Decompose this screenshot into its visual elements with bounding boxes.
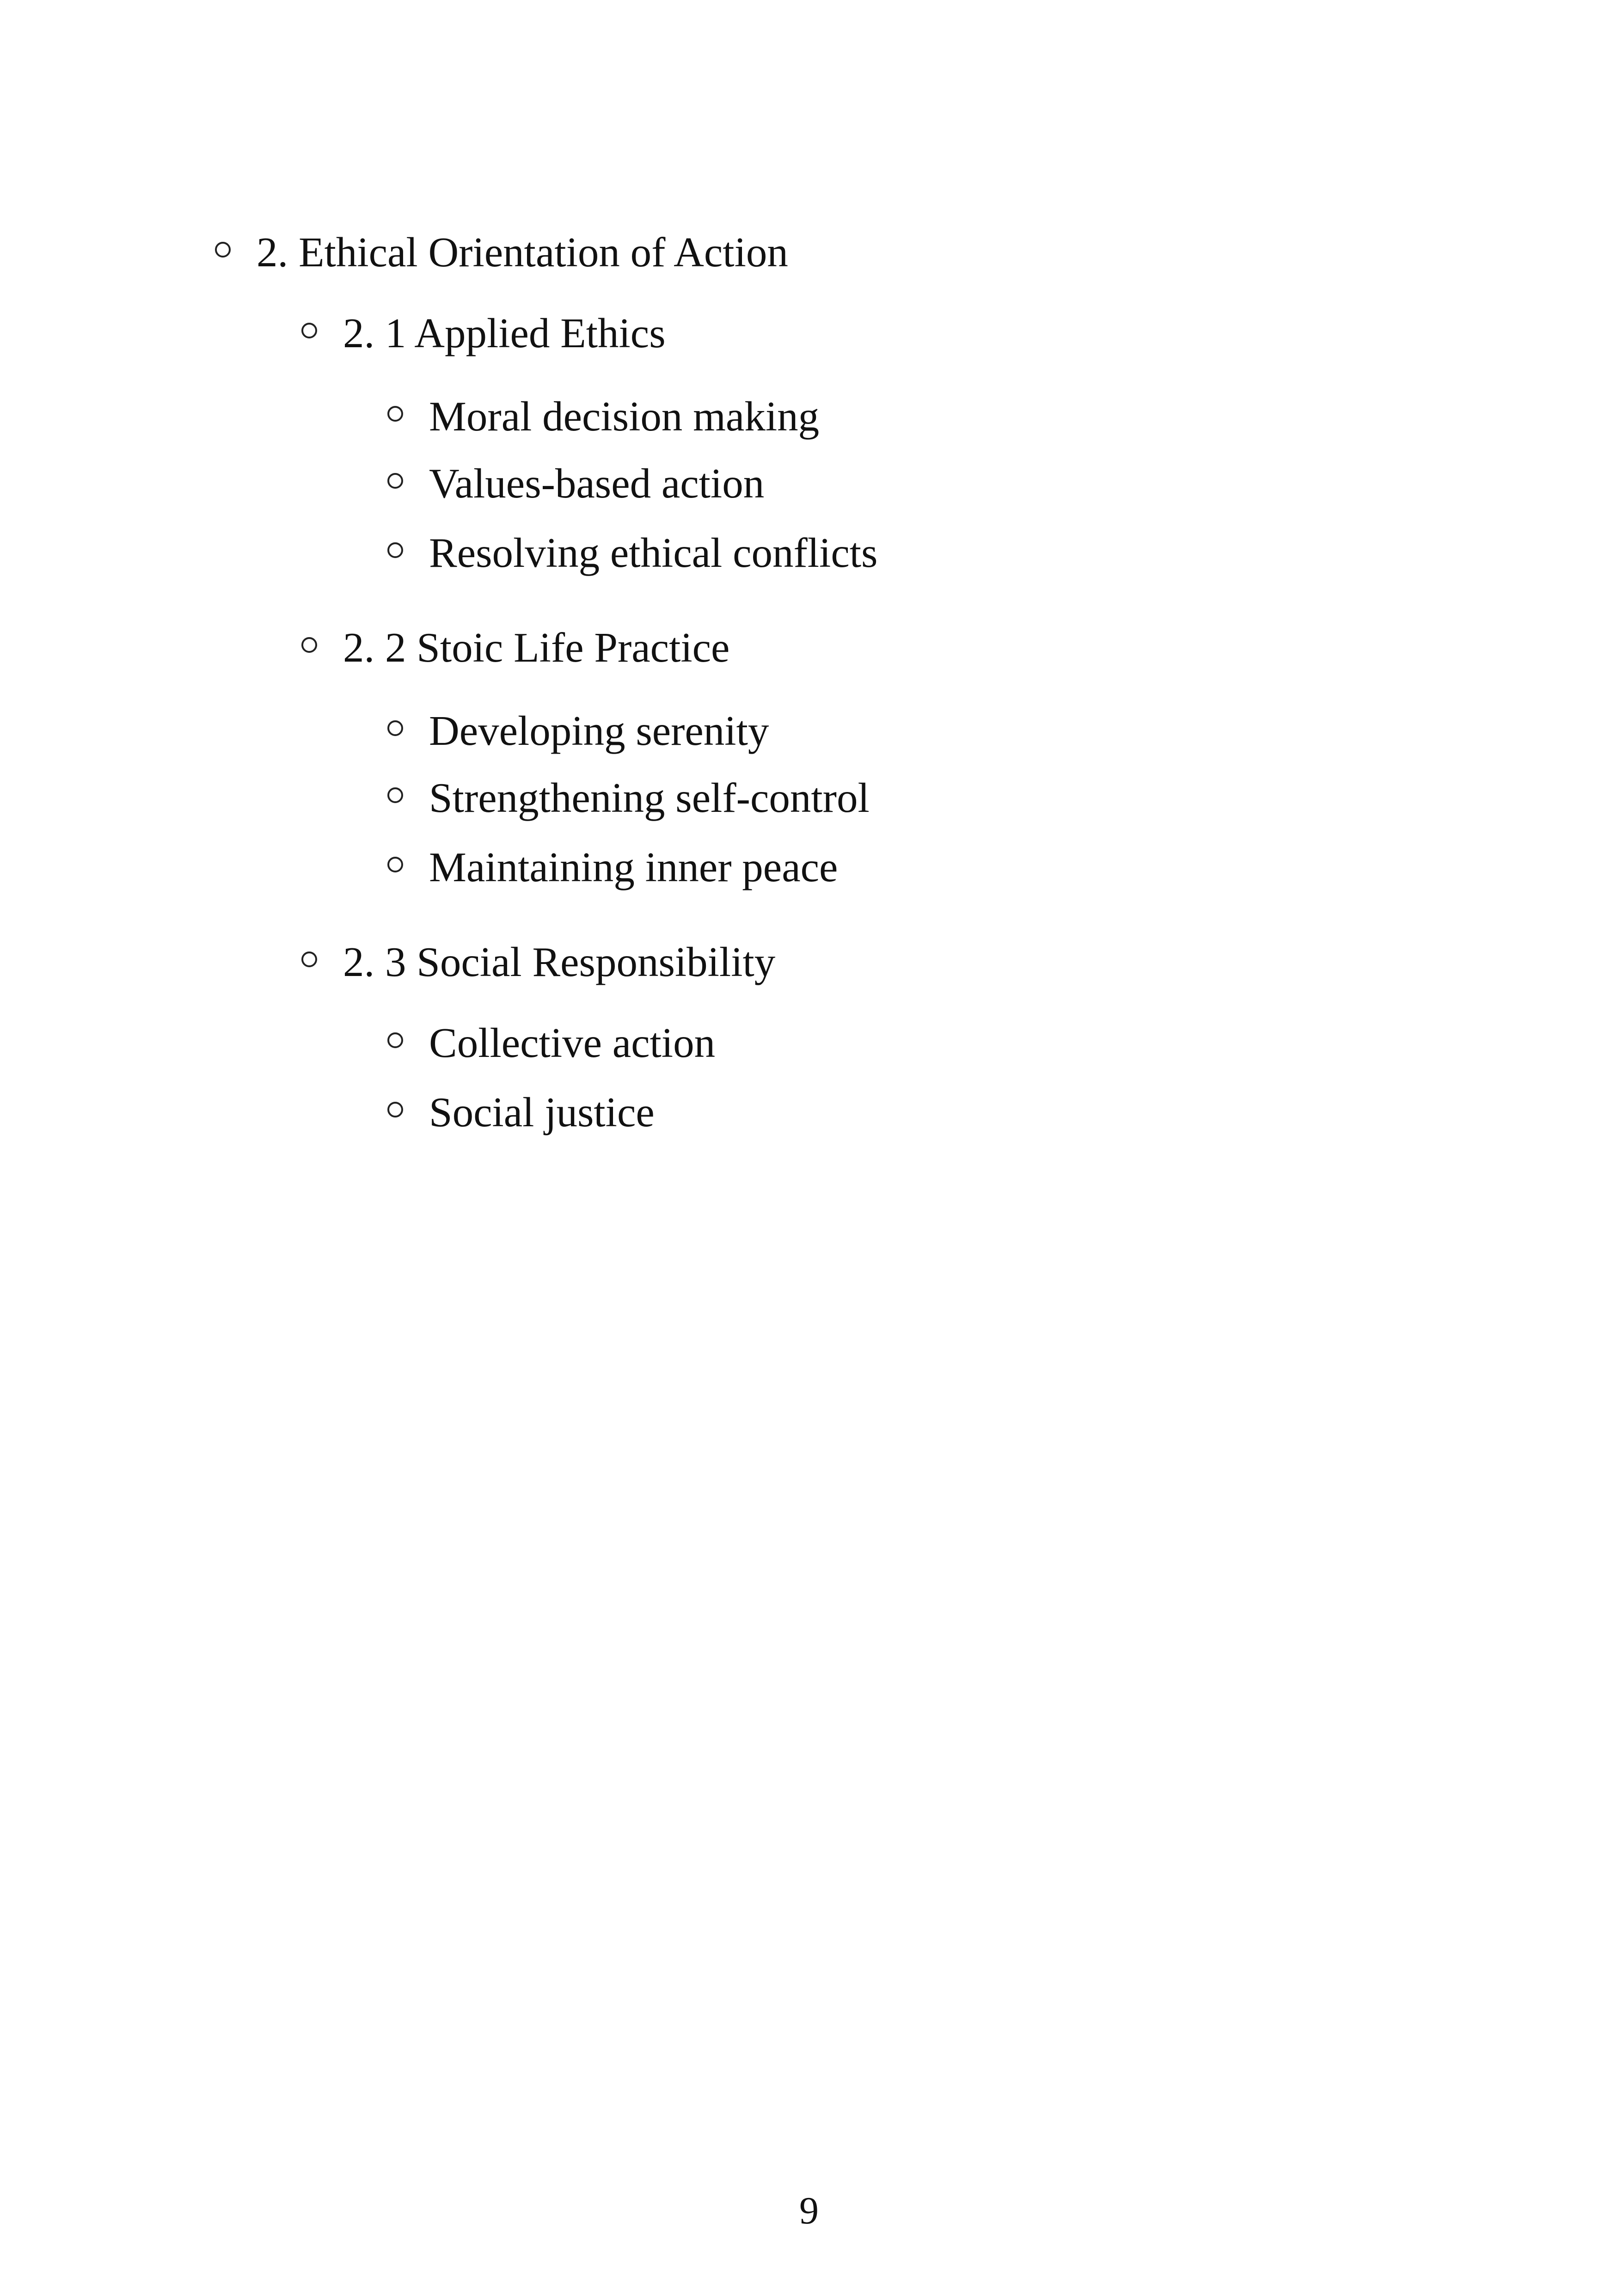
page-number: 9 — [799, 2189, 819, 2232]
hollow-circle-bullet-icon — [387, 787, 403, 803]
list-item — [429, 1019, 716, 1066]
list-item-text: Resolving ethical conflicts — [429, 529, 878, 576]
list-item — [429, 1089, 655, 1136]
section-title-text: 2. 2 Stoic Life Practice — [343, 624, 730, 671]
hollow-circle-bullet-icon — [387, 1102, 403, 1117]
section-title — [343, 626, 729, 669]
hollow-circle-bullet-icon — [301, 323, 317, 338]
hollow-circle-bullet-icon — [387, 542, 403, 558]
list-item — [429, 846, 838, 888]
list-item — [429, 460, 765, 507]
list-item-text: Social justice — [429, 1089, 655, 1136]
outline-heading — [257, 229, 788, 276]
hollow-circle-bullet-icon — [387, 473, 403, 489]
list-item — [429, 529, 878, 576]
list-item-text: Developing serenity — [429, 707, 769, 754]
hollow-circle-bullet-icon — [387, 406, 403, 422]
outline-heading-text: 2. Ethical Orientation of Action — [257, 229, 788, 276]
hollow-circle-bullet-icon — [387, 720, 403, 736]
section-title — [343, 941, 775, 983]
section-title-text: 2. 1 Applied Ethics — [343, 310, 666, 356]
hollow-circle-bullet-icon — [215, 242, 231, 258]
section-title — [343, 312, 666, 354]
hollow-circle-bullet-icon — [301, 637, 317, 653]
hollow-circle-bullet-icon — [301, 952, 317, 967]
list-item-text: Maintaining inner peace — [429, 844, 838, 890]
list-item-text: Collective action — [429, 1019, 716, 1066]
list-item-text: Moral decision making — [429, 393, 820, 440]
hollow-circle-bullet-icon — [387, 1032, 403, 1048]
list-item — [429, 393, 820, 440]
hollow-circle-bullet-icon — [387, 857, 403, 872]
section-title-text: 2. 3 Social Responsibility — [343, 939, 776, 985]
list-item — [429, 774, 870, 821]
list-item-text: Values-based action — [429, 460, 765, 507]
list-item — [429, 707, 769, 754]
list-item-text: Strengthening self-control — [429, 774, 870, 821]
